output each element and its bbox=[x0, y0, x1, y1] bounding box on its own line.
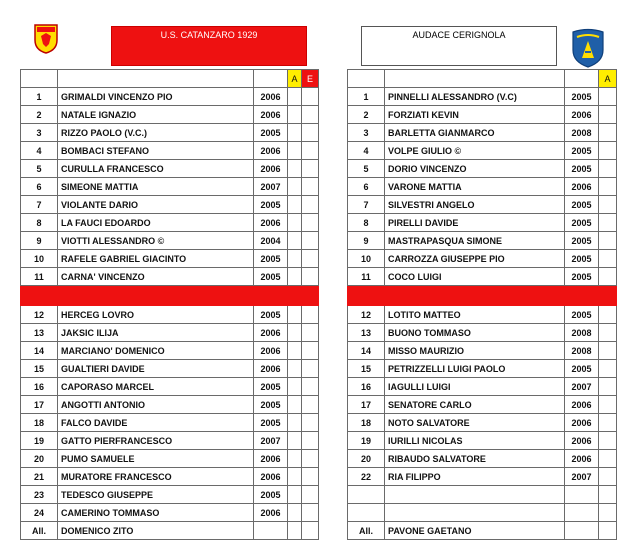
divider-bar bbox=[21, 286, 319, 306]
player-name: PETRIZZELLI LUIGI PAOLO bbox=[385, 360, 565, 378]
header-row bbox=[348, 70, 617, 88]
player-number: 1 bbox=[348, 88, 385, 106]
home-team-title: U.S. CATANZARO 1929 bbox=[111, 26, 307, 66]
player-year: 2006 bbox=[254, 106, 288, 124]
column-a-cell bbox=[599, 324, 617, 342]
player-year: 2007 bbox=[254, 178, 288, 196]
player-name: HERCEG LOVRO bbox=[58, 306, 254, 324]
player-number: 22 bbox=[348, 468, 385, 486]
player-number: 15 bbox=[348, 360, 385, 378]
player-number: 9 bbox=[348, 232, 385, 250]
table-row bbox=[21, 468, 319, 486]
player-year bbox=[565, 486, 599, 504]
player-year: 2005 bbox=[254, 196, 288, 214]
player-year: 2006 bbox=[254, 450, 288, 468]
header-spacer bbox=[565, 70, 599, 88]
player-number: 6 bbox=[348, 178, 385, 196]
player-year: 2005 bbox=[565, 214, 599, 232]
column-a-cell bbox=[599, 160, 617, 178]
player-number: 17 bbox=[21, 396, 58, 414]
player-number: 10 bbox=[21, 250, 58, 268]
player-name: LA FAUCI EDOARDO bbox=[58, 214, 254, 232]
player-year: 2008 bbox=[565, 324, 599, 342]
player-number: All. bbox=[21, 522, 58, 540]
player-name: BARLETTA GIANMARCO bbox=[385, 124, 565, 142]
substitutes-divider bbox=[348, 286, 617, 306]
column-a-cell bbox=[288, 232, 302, 250]
player-year: 2005 bbox=[565, 88, 599, 106]
player-year: 2005 bbox=[565, 142, 599, 160]
table-row bbox=[348, 232, 617, 250]
player-year bbox=[254, 522, 288, 540]
player-name: VIOTTI ALESSANDRO © bbox=[58, 232, 254, 250]
table-row bbox=[21, 268, 319, 286]
column-a-cell bbox=[288, 486, 302, 504]
column-e-header: E bbox=[302, 70, 319, 88]
player-year: 2007 bbox=[565, 468, 599, 486]
player-name: GUALTIERI DAVIDE bbox=[58, 360, 254, 378]
table-row bbox=[21, 342, 319, 360]
player-name: SIMEONE MATTIA bbox=[58, 178, 254, 196]
column-e-cell bbox=[302, 268, 319, 286]
column-e-cell bbox=[302, 378, 319, 396]
table-row bbox=[348, 342, 617, 360]
player-name bbox=[385, 504, 565, 522]
player-year: 2005 bbox=[254, 306, 288, 324]
player-name: RAFELE GABRIEL GIACINTO bbox=[58, 250, 254, 268]
player-name: FORZIATI KEVIN bbox=[385, 106, 565, 124]
player-year: 2006 bbox=[565, 450, 599, 468]
header-spacer bbox=[58, 70, 254, 88]
player-number: 4 bbox=[348, 142, 385, 160]
player-year: 2006 bbox=[254, 360, 288, 378]
player-number: 2 bbox=[348, 106, 385, 124]
catanzaro-crest-icon bbox=[34, 24, 58, 54]
player-name: SILVESTRI ANGELO bbox=[385, 196, 565, 214]
player-name: NATALE IGNAZIO bbox=[58, 106, 254, 124]
column-a-header: A bbox=[599, 70, 617, 88]
player-year: 2005 bbox=[254, 396, 288, 414]
player-name: JAKSIC ILIJA bbox=[58, 324, 254, 342]
player-year: 2006 bbox=[254, 468, 288, 486]
column-a-cell bbox=[288, 324, 302, 342]
away-roster-table bbox=[347, 69, 617, 540]
player-number bbox=[348, 486, 385, 504]
table-row bbox=[348, 522, 617, 540]
player-name: BOMBACI STEFANO bbox=[58, 142, 254, 160]
player-number: 16 bbox=[21, 378, 58, 396]
table-row bbox=[21, 196, 319, 214]
column-a-cell bbox=[599, 232, 617, 250]
header-spacer bbox=[348, 70, 385, 88]
column-a-cell bbox=[288, 250, 302, 268]
column-a-cell bbox=[288, 306, 302, 324]
player-year: 2005 bbox=[565, 232, 599, 250]
column-a-cell bbox=[288, 432, 302, 450]
player-year: 2005 bbox=[254, 486, 288, 504]
table-row bbox=[348, 324, 617, 342]
table-row bbox=[21, 106, 319, 124]
player-year: 2005 bbox=[565, 360, 599, 378]
player-year: 2005 bbox=[565, 268, 599, 286]
player-number: 17 bbox=[348, 396, 385, 414]
column-a-cell bbox=[288, 522, 302, 540]
player-number: 13 bbox=[348, 324, 385, 342]
column-a-cell bbox=[288, 360, 302, 378]
player-name: LOTITO MATTEO bbox=[385, 306, 565, 324]
player-name: CAMERINO TOMMASO bbox=[58, 504, 254, 522]
column-e-cell bbox=[302, 124, 319, 142]
player-number: 12 bbox=[21, 306, 58, 324]
column-e-cell bbox=[302, 160, 319, 178]
column-e-cell bbox=[302, 504, 319, 522]
column-a-cell bbox=[599, 468, 617, 486]
player-year: 2008 bbox=[565, 342, 599, 360]
column-a-cell bbox=[288, 396, 302, 414]
column-a-cell bbox=[288, 378, 302, 396]
player-number: All. bbox=[348, 522, 385, 540]
away-team-title: AUDACE CERIGNOLA bbox=[361, 26, 557, 66]
player-name bbox=[385, 486, 565, 504]
player-name: RIBAUDO SALVATORE bbox=[385, 450, 565, 468]
table-row bbox=[21, 124, 319, 142]
column-e-cell bbox=[302, 106, 319, 124]
player-number: 1 bbox=[21, 88, 58, 106]
column-e-cell bbox=[302, 232, 319, 250]
player-name: DOMENICO ZITO bbox=[58, 522, 254, 540]
column-a-cell bbox=[599, 250, 617, 268]
player-number: 19 bbox=[348, 432, 385, 450]
player-year: 2006 bbox=[254, 214, 288, 232]
column-a-cell bbox=[288, 450, 302, 468]
column-e-cell bbox=[302, 396, 319, 414]
player-number: 3 bbox=[21, 124, 58, 142]
player-year: 2006 bbox=[254, 160, 288, 178]
player-name: CAPORASO MARCEL bbox=[58, 378, 254, 396]
player-name: CARROZZA GIUSEPPE PIO bbox=[385, 250, 565, 268]
player-name: GRIMALDI VINCENZO PIO bbox=[58, 88, 254, 106]
player-number: 23 bbox=[21, 486, 58, 504]
player-number: 7 bbox=[348, 196, 385, 214]
player-name: MASTRAPASQUA SIMONE bbox=[385, 232, 565, 250]
player-name: CARNA' VINCENZO bbox=[58, 268, 254, 286]
player-year bbox=[565, 522, 599, 540]
player-name: BUONO TOMMASO bbox=[385, 324, 565, 342]
column-a-cell bbox=[288, 504, 302, 522]
player-year: 2006 bbox=[254, 342, 288, 360]
column-a-cell bbox=[599, 106, 617, 124]
player-year: 2006 bbox=[254, 504, 288, 522]
table-row bbox=[348, 504, 617, 522]
divider-bar bbox=[348, 286, 617, 306]
player-year: 2006 bbox=[254, 88, 288, 106]
column-e-cell bbox=[302, 432, 319, 450]
table-row bbox=[348, 468, 617, 486]
column-a-cell bbox=[288, 414, 302, 432]
column-e-cell bbox=[302, 414, 319, 432]
player-name: COCO LUIGI bbox=[385, 268, 565, 286]
column-a-cell bbox=[599, 178, 617, 196]
column-e-cell bbox=[302, 522, 319, 540]
player-number: 15 bbox=[21, 360, 58, 378]
table-row bbox=[348, 250, 617, 268]
table-row bbox=[21, 396, 319, 414]
player-year: 2006 bbox=[565, 414, 599, 432]
column-a-cell bbox=[288, 468, 302, 486]
column-a-cell bbox=[288, 214, 302, 232]
player-name: IURILLI NICOLAS bbox=[385, 432, 565, 450]
column-a-cell bbox=[288, 106, 302, 124]
player-name: PAVONE GAETANO bbox=[385, 522, 565, 540]
table-row bbox=[21, 178, 319, 196]
player-number: 24 bbox=[21, 504, 58, 522]
player-number: 11 bbox=[348, 268, 385, 286]
column-a-cell bbox=[288, 124, 302, 142]
column-e-cell bbox=[302, 468, 319, 486]
home-roster-table bbox=[20, 69, 319, 540]
player-number: 8 bbox=[21, 214, 58, 232]
player-name: IAGULLI LUIGI bbox=[385, 378, 565, 396]
player-year: 2005 bbox=[565, 160, 599, 178]
player-number: 20 bbox=[21, 450, 58, 468]
cerignola-crest-icon bbox=[571, 28, 605, 68]
column-e-cell bbox=[302, 486, 319, 504]
column-e-cell bbox=[302, 178, 319, 196]
column-a-cell bbox=[599, 396, 617, 414]
table-row bbox=[21, 250, 319, 268]
player-year: 2006 bbox=[565, 396, 599, 414]
column-e-cell bbox=[302, 306, 319, 324]
player-name: TEDESCO GIUSEPPE bbox=[58, 486, 254, 504]
player-name: PUMO SAMUELE bbox=[58, 450, 254, 468]
table-row bbox=[348, 88, 617, 106]
player-year: 2005 bbox=[254, 414, 288, 432]
column-a-cell bbox=[599, 432, 617, 450]
column-a-cell bbox=[599, 522, 617, 540]
table-row bbox=[348, 160, 617, 178]
column-e-cell bbox=[302, 196, 319, 214]
player-name: ANGOTTI ANTONIO bbox=[58, 396, 254, 414]
column-e-cell bbox=[302, 324, 319, 342]
column-a-cell bbox=[288, 142, 302, 160]
table-row bbox=[21, 450, 319, 468]
player-number: 8 bbox=[348, 214, 385, 232]
player-name: SENATORE CARLO bbox=[385, 396, 565, 414]
player-number: 4 bbox=[21, 142, 58, 160]
player-year: 2006 bbox=[254, 142, 288, 160]
column-e-cell bbox=[302, 450, 319, 468]
player-number: 14 bbox=[348, 342, 385, 360]
player-year: 2008 bbox=[565, 124, 599, 142]
table-row bbox=[21, 522, 319, 540]
column-e-cell bbox=[302, 360, 319, 378]
player-year: 2005 bbox=[565, 306, 599, 324]
column-e-cell bbox=[302, 142, 319, 160]
column-a-cell bbox=[599, 504, 617, 522]
table-row bbox=[21, 232, 319, 250]
player-year bbox=[565, 504, 599, 522]
player-number: 5 bbox=[21, 160, 58, 178]
column-a-cell bbox=[599, 414, 617, 432]
player-name: NOTO SALVATORE bbox=[385, 414, 565, 432]
player-number bbox=[348, 504, 385, 522]
player-name: VOLPE GIULIO © bbox=[385, 142, 565, 160]
player-number: 7 bbox=[21, 196, 58, 214]
player-number: 10 bbox=[348, 250, 385, 268]
column-a-cell bbox=[599, 360, 617, 378]
table-row bbox=[21, 88, 319, 106]
player-name: MARCIANO' DOMENICO bbox=[58, 342, 254, 360]
column-e-cell bbox=[302, 88, 319, 106]
player-name: RIZZO PAOLO (V.C.) bbox=[58, 124, 254, 142]
table-row bbox=[348, 396, 617, 414]
column-a-header: A bbox=[288, 70, 302, 88]
table-row bbox=[21, 432, 319, 450]
substitutes-divider bbox=[21, 286, 319, 306]
column-a-cell bbox=[599, 196, 617, 214]
player-number: 19 bbox=[21, 432, 58, 450]
column-e-cell bbox=[302, 342, 319, 360]
player-name: VARONE MATTIA bbox=[385, 178, 565, 196]
player-year: 2005 bbox=[565, 196, 599, 214]
table-row bbox=[21, 378, 319, 396]
table-row bbox=[348, 142, 617, 160]
player-name: MURATORE FRANCESCO bbox=[58, 468, 254, 486]
table-row bbox=[348, 196, 617, 214]
player-name: GATTO PIERFRANCESCO bbox=[58, 432, 254, 450]
header-spacer bbox=[21, 70, 58, 88]
player-name: CURULLA FRANCESCO bbox=[58, 160, 254, 178]
table-row bbox=[348, 268, 617, 286]
player-year: 2006 bbox=[565, 106, 599, 124]
player-year: 2006 bbox=[565, 178, 599, 196]
column-a-cell bbox=[288, 268, 302, 286]
column-a-cell bbox=[599, 142, 617, 160]
column-a-cell bbox=[599, 450, 617, 468]
column-a-cell bbox=[288, 160, 302, 178]
player-name: MISSO MAURIZIO bbox=[385, 342, 565, 360]
player-year: 2006 bbox=[254, 324, 288, 342]
header-spacer bbox=[254, 70, 288, 88]
player-year: 2005 bbox=[254, 378, 288, 396]
table-row bbox=[21, 306, 319, 324]
player-year: 2007 bbox=[254, 432, 288, 450]
table-row bbox=[348, 124, 617, 142]
table-row bbox=[348, 360, 617, 378]
player-number: 11 bbox=[21, 268, 58, 286]
player-number: 12 bbox=[348, 306, 385, 324]
player-number: 5 bbox=[348, 160, 385, 178]
column-a-cell bbox=[599, 378, 617, 396]
player-year: 2006 bbox=[565, 432, 599, 450]
column-e-cell bbox=[302, 214, 319, 232]
player-number: 16 bbox=[348, 378, 385, 396]
table-row bbox=[21, 160, 319, 178]
player-name: PIRELLI DAVIDE bbox=[385, 214, 565, 232]
column-a-cell bbox=[599, 88, 617, 106]
column-a-cell bbox=[288, 196, 302, 214]
table-row bbox=[348, 432, 617, 450]
player-number: 13 bbox=[21, 324, 58, 342]
column-a-cell bbox=[288, 178, 302, 196]
table-row bbox=[21, 486, 319, 504]
player-number: 6 bbox=[21, 178, 58, 196]
table-row bbox=[348, 414, 617, 432]
player-year: 2005 bbox=[565, 250, 599, 268]
table-row bbox=[21, 360, 319, 378]
table-row bbox=[348, 214, 617, 232]
player-number: 20 bbox=[348, 450, 385, 468]
column-a-cell bbox=[599, 486, 617, 504]
column-a-cell bbox=[288, 88, 302, 106]
table-row bbox=[21, 414, 319, 432]
table-row bbox=[348, 486, 617, 504]
player-number: 18 bbox=[348, 414, 385, 432]
table-row bbox=[348, 378, 617, 396]
player-year: 2005 bbox=[254, 250, 288, 268]
table-row bbox=[21, 142, 319, 160]
player-number: 9 bbox=[21, 232, 58, 250]
table-row bbox=[348, 450, 617, 468]
column-a-cell bbox=[599, 124, 617, 142]
player-name: RIA FILIPPO bbox=[385, 468, 565, 486]
player-year: 2005 bbox=[254, 268, 288, 286]
player-number: 3 bbox=[348, 124, 385, 142]
table-row bbox=[21, 324, 319, 342]
column-a-cell bbox=[599, 306, 617, 324]
player-year: 2007 bbox=[565, 378, 599, 396]
column-a-cell bbox=[288, 342, 302, 360]
player-name: PINNELLI ALESSANDRO (V.C) bbox=[385, 88, 565, 106]
header-row bbox=[21, 70, 319, 88]
column-a-cell bbox=[599, 342, 617, 360]
column-a-cell bbox=[599, 268, 617, 286]
player-name: VIOLANTE DARIO bbox=[58, 196, 254, 214]
player-name: DORIO VINCENZO bbox=[385, 160, 565, 178]
table-row bbox=[348, 306, 617, 324]
table-row bbox=[21, 504, 319, 522]
player-year: 2004 bbox=[254, 232, 288, 250]
header-spacer bbox=[385, 70, 565, 88]
table-row bbox=[21, 214, 319, 232]
column-e-cell bbox=[302, 250, 319, 268]
table-row bbox=[348, 178, 617, 196]
column-a-cell bbox=[599, 214, 617, 232]
player-name: FALCO DAVIDE bbox=[58, 414, 254, 432]
player-number: 2 bbox=[21, 106, 58, 124]
table-row bbox=[348, 106, 617, 124]
player-year: 2005 bbox=[254, 124, 288, 142]
player-number: 18 bbox=[21, 414, 58, 432]
player-number: 21 bbox=[21, 468, 58, 486]
player-number: 14 bbox=[21, 342, 58, 360]
